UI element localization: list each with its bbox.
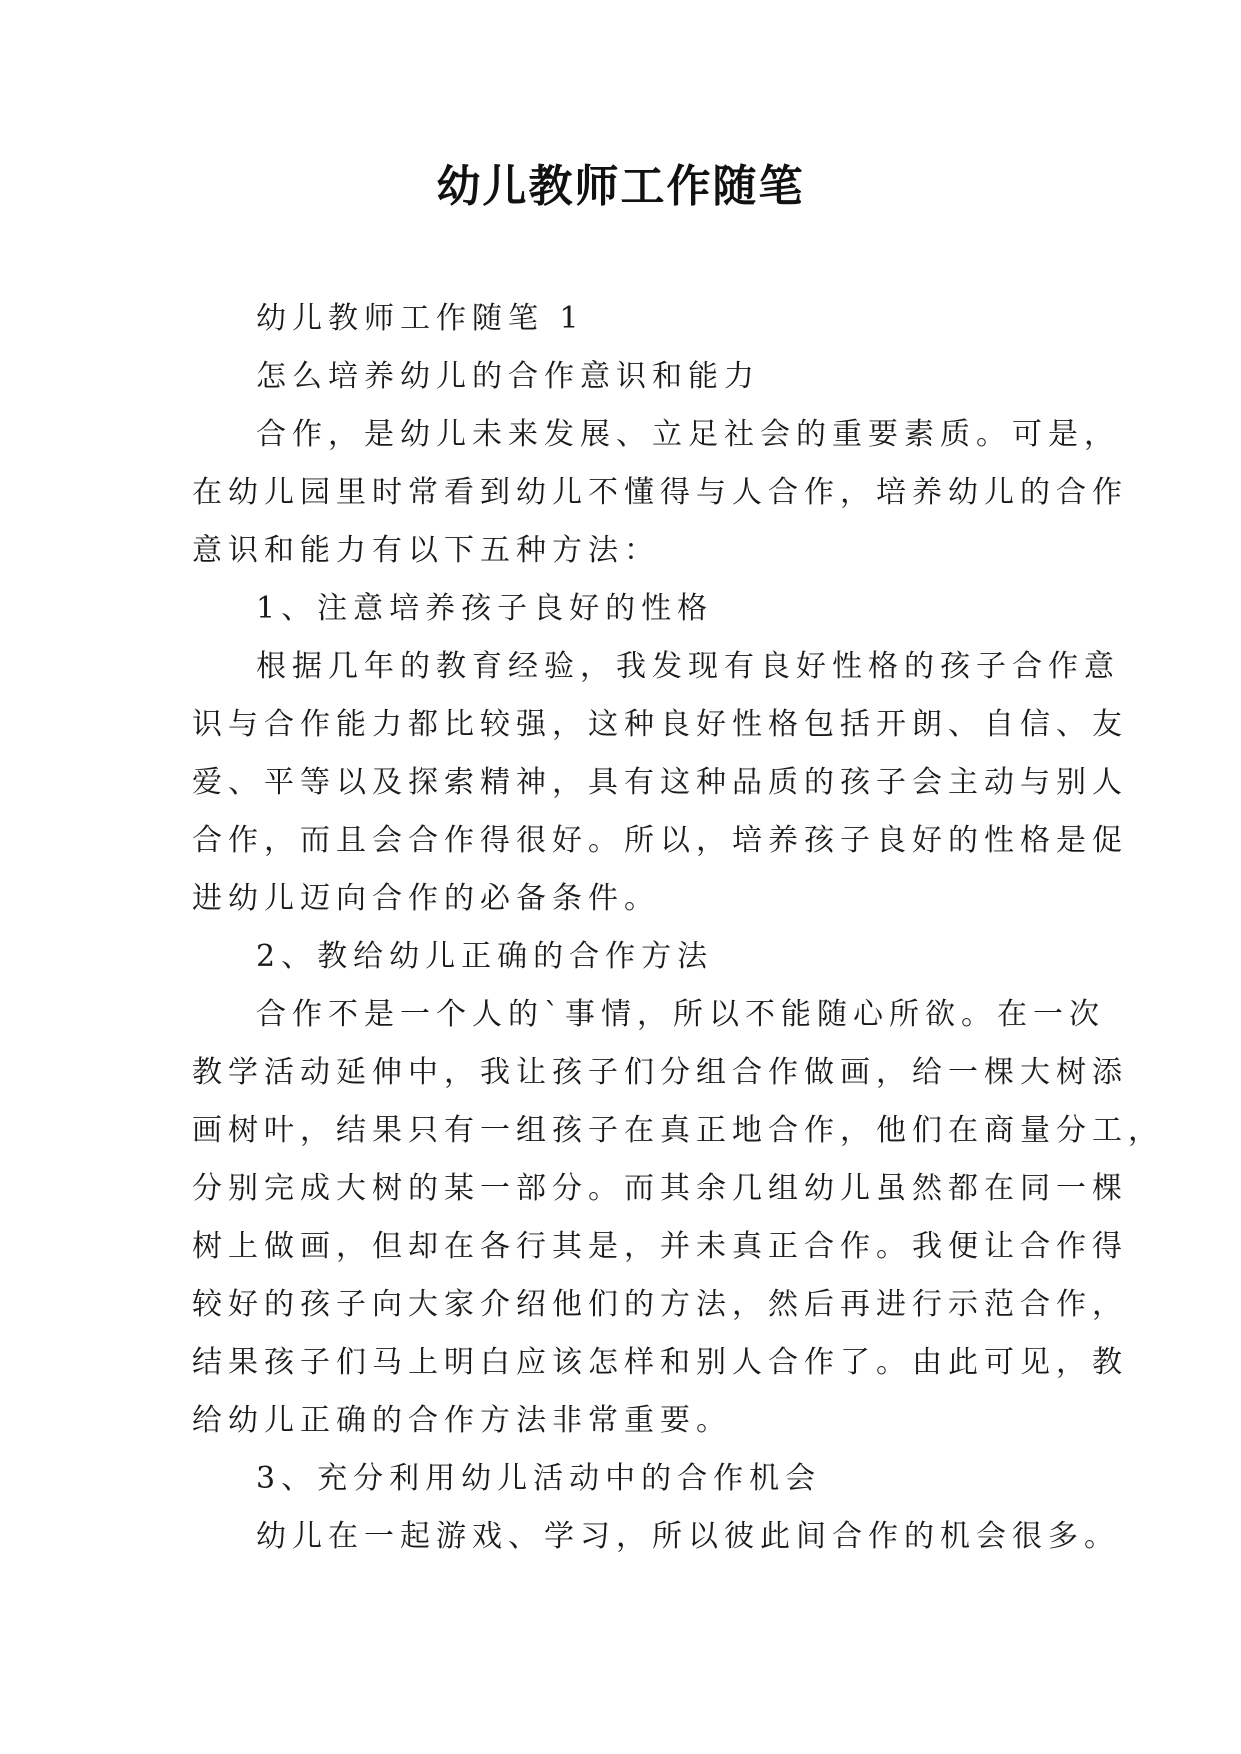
paragraph-line: 画树叶，结果只有一组孩子在真正地合作，他们在商量分工，	[192, 1113, 1164, 1148]
list-heading: 2、教给幼儿正确的合作方法	[256, 939, 714, 974]
list-heading: 3、充分利用幼儿活动中的合作机会	[256, 1461, 822, 1496]
paragraph-line: 合作，而且会合作得很好。所以，培养孩子良好的性格是促	[192, 823, 1128, 858]
paragraph-line: 识与合作能力都比较强，这种良好性格包括开朗、自信、友	[192, 707, 1128, 742]
list-heading: 1、注意培养孩子良好的性格	[256, 591, 714, 626]
section-heading: 幼儿教师工作随笔 1	[256, 301, 585, 336]
document-body	[192, 290, 1164, 1566]
paragraph-line: 合作，是幼儿未来发展、立足社会的重要素质。可是，	[256, 417, 1120, 452]
paragraph-line: 在幼儿园里时常看到幼儿不懂得与人合作，培养幼儿的合作	[192, 475, 1128, 510]
paragraph-line: 给幼儿正确的合作方法非常重要。	[192, 1403, 732, 1438]
paragraph-line: 根据几年的教育经验，我发现有良好性格的孩子合作意	[256, 649, 1120, 684]
paragraph-line: 合作不是一个人的`事情，所以不能随心所欲。在一次	[256, 997, 1105, 1032]
paragraph-line: 幼儿在一起游戏、学习，所以彼此间合作的机会很多。	[256, 1519, 1120, 1554]
paragraph-line: 结果孩子们马上明白应该怎样和别人合作了。由此可见，教	[192, 1345, 1128, 1380]
paragraph-line: 爱、平等以及探索精神，具有这种品质的孩子会主动与别人	[192, 765, 1128, 800]
document-title: 幼儿教师工作随笔	[436, 161, 805, 212]
paragraph-line: 分别完成大树的某一部分。而其余几组幼儿虽然都在同一棵	[192, 1171, 1128, 1206]
paragraph-line: 树上做画，但却在各行其是，并未真正合作。我便让合作得	[192, 1229, 1128, 1264]
paragraph-line: 较好的孩子向大家介绍他们的方法，然后再进行示范合作，	[192, 1287, 1128, 1322]
paragraph-line: 进幼儿迈向合作的必备条件。	[192, 881, 660, 916]
paragraph-line: 意识和能力有以下五种方法：	[192, 533, 660, 568]
subheading: 怎么培养幼儿的合作意识和能力	[256, 359, 760, 394]
paragraph-line: 教学活动延伸中，我让孩子们分组合作做画，给一棵大树添	[192, 1055, 1128, 1090]
